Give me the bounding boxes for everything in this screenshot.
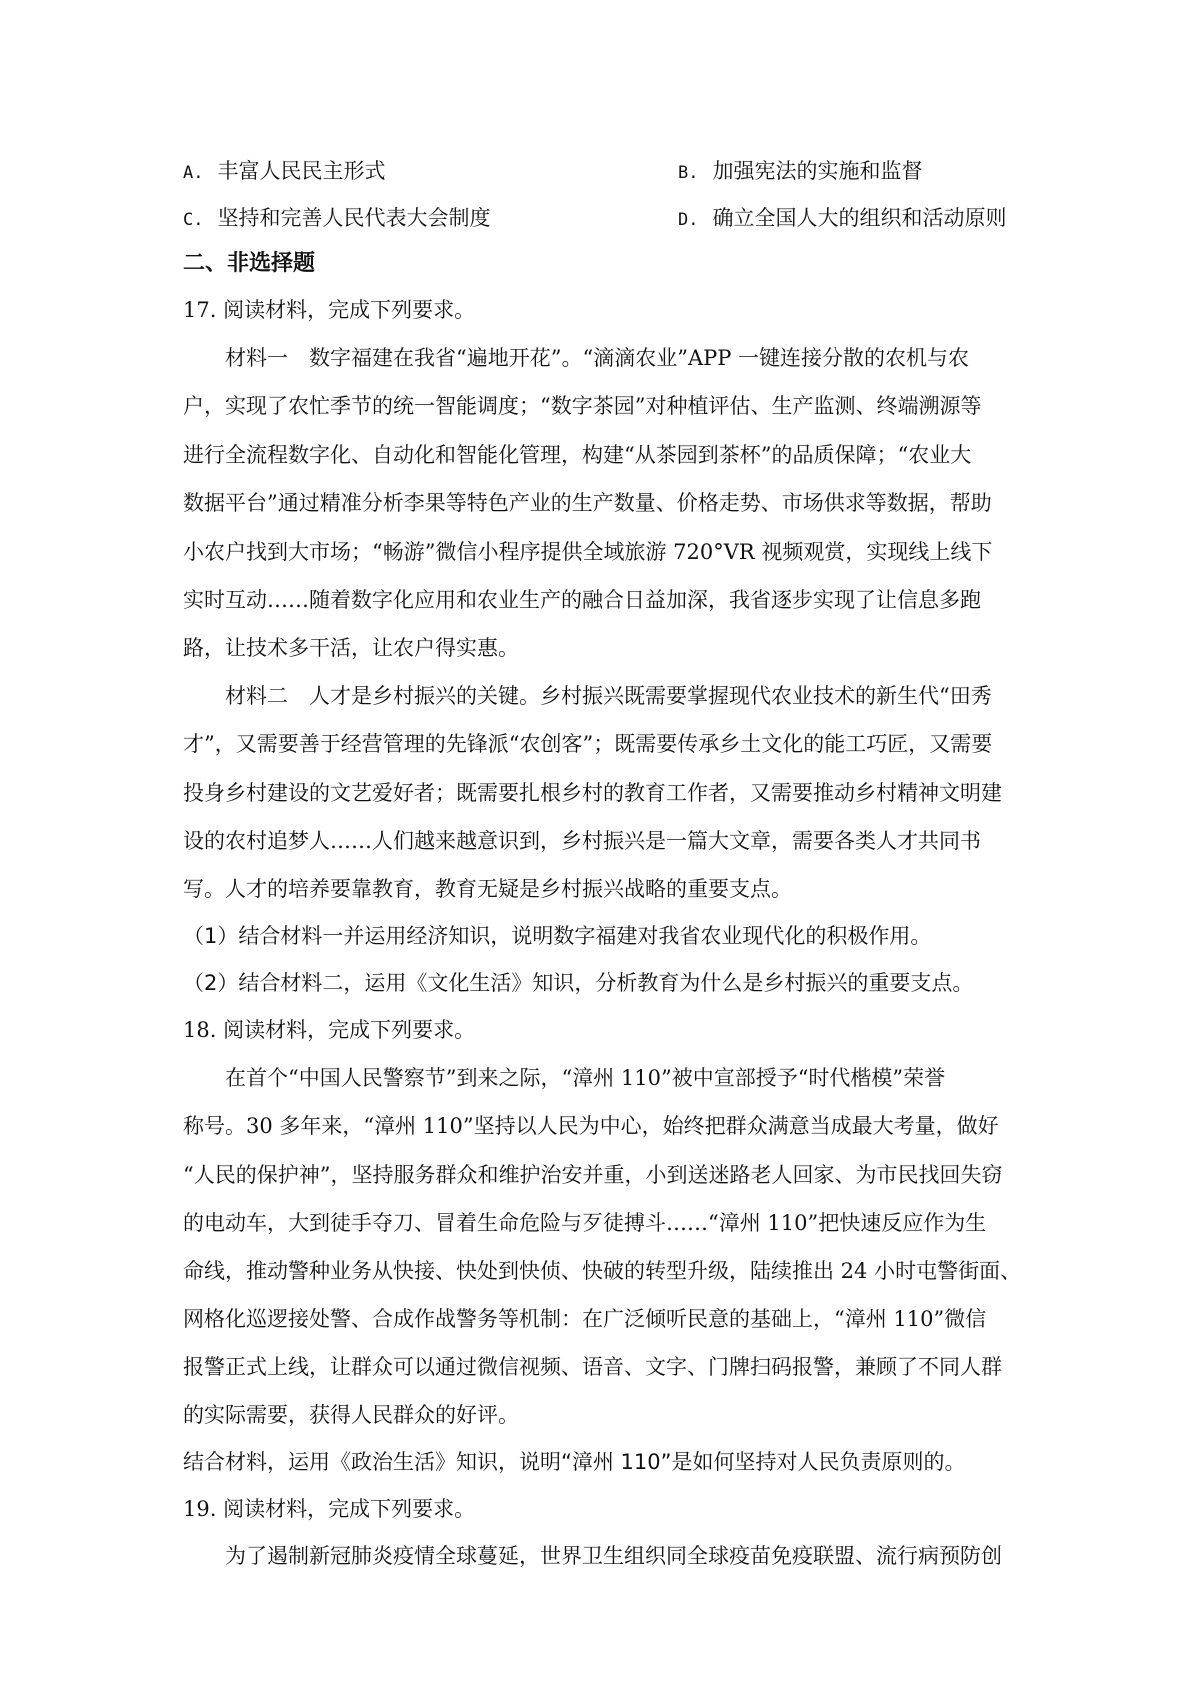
q17-material1-line: 材料一 数字福建在我省“遍地开花”。“滴滴农业”APP 一键连接分散的农机与农 [225,346,970,370]
q18-material-line: 网格化巡逻接处警、合成作战警务等机制：在广泛倾听民意的基础上，“漳州 110”微信 [183,1307,987,1331]
option-d [678,203,1006,235]
option-b [678,156,922,188]
q17-material2-line: 设的农村追梦人……人们越来越意识到，乡村振兴是一篇大文章，需要各类人才共同书 [183,829,981,853]
q17-material1-line: 数据平台”通过精准分析李果等特色产业的生产数量、价格走势、市场供求等数据，帮助 [183,491,992,515]
q17-material2-line: 投身乡村建设的文艺爱好者；既需要扎根乡村的教育工作者，又需要推动乡村精神文明建 [183,781,1002,805]
q17-material1-line: 路，让技术多干活，让农户得实惠。 [183,636,519,660]
q18-question: 结合材料，运用《政治生活》知识，说明“漳州 110”是如何坚持对人民负责原则的。 [183,1450,966,1474]
section-heading: 二、非选择题 [183,251,316,276]
option-d-text: 确立全国人大的组织和活动原则 [712,206,1007,230]
q18-material-line: 命线，推动警种业务从快接、快处到快侦、快破的转型升级，陆续推出 24 小时屯警街面、 [183,1259,1022,1283]
option-a-label: A. [183,163,204,183]
q17-material2-line: 材料二 人才是乡村振兴的关键。乡村振兴既需要掌握现代农业技术的新生代“田秀 [225,684,992,708]
option-b-label: B. [678,163,699,183]
q19-material-line: 为了遏制新冠肺炎疫情全球蔓延，世界卫生组织同全球疫苗免疫联盟、流行病预防创 [225,1544,1002,1568]
option-d-label: D. [678,210,699,230]
option-c-label: C. [183,210,204,230]
q17-subquestion-1: （1）结合材料一并运用经济知识，说明数字福建对我省农业现代化的积极作用。 [183,924,932,948]
q17-material1-line: 户，实现了农忙季节的统一智能调度；“数字茶园”对种植评估、生产监测、终端溯源等 [183,394,982,418]
q17-subquestion-2: （2）结合材料二，运用《文化生活》知识，分析教育为什么是乡村振兴的重要支点。 [183,971,974,995]
q18-material-line: 报警正式上线，让群众可以通过微信视频、语音、文字、门牌扫码报警，兼顾了不同人群 [183,1355,1002,1379]
option-c [183,203,490,235]
q17-material1-line: 进行全流程数字化、自动化和智能化管理，构建“从茶园到茶杯”的品质保障；“农业大 [183,443,972,467]
q19-title: 19. 阅读材料，完成下列要求。 [183,1497,476,1521]
option-c-text: 坚持和完善人民代表大会制度 [217,206,491,230]
option-a-text: 丰富人民民主形式 [217,159,386,183]
q18-material-line: 的电动车，大到徒手夺刀、冒着生命危险与歹徒搏斗……“漳州 110”把快速反应作为生 [183,1211,987,1235]
q17-material1-line: 实时互动……随着数字化应用和农业生产的融合日益加深，我省逐步实现了让信息多跑 [183,588,981,612]
q18-title: 18. 阅读材料，完成下列要求。 [183,1018,476,1042]
q18-material-line: 称号。30 多年来，“漳州 110”坚持以人民为中心，始终把群众满意当成最大考量，做好 [183,1114,999,1138]
q18-material-line: 的实际需要，获得人民群众的好评。 [183,1403,519,1427]
q17-title: 17. 阅读材料，完成下列要求。 [183,298,476,322]
q17-material1-line: 小农户找到大市场；“畅游”微信小程序提供全域旅游 720°VR 视频观赏，实现线上线下 [183,540,993,564]
q17-material2-line: 写。人才的培养要靠教育，教育无疑是乡村振兴战略的重要支点。 [183,877,792,901]
q17-material2-line: 才”，又需要善于经营管理的先锋派“农创客”；既需要传承乡土文化的能工巧匠，又需要 [183,732,993,756]
q18-material-line: “人民的保护神”，坚持服务群众和维护治安并重，小到送迷路老人回家、为市民找回失窃 [183,1163,1003,1187]
option-a [183,156,385,188]
q18-material-line: 在首个“中国人民警察节”到来之际，“漳州 110”被中宣部授予“时代楷模”荣誉 [225,1066,946,1090]
option-b-text: 加强宪法的实施和监督 [712,159,923,183]
